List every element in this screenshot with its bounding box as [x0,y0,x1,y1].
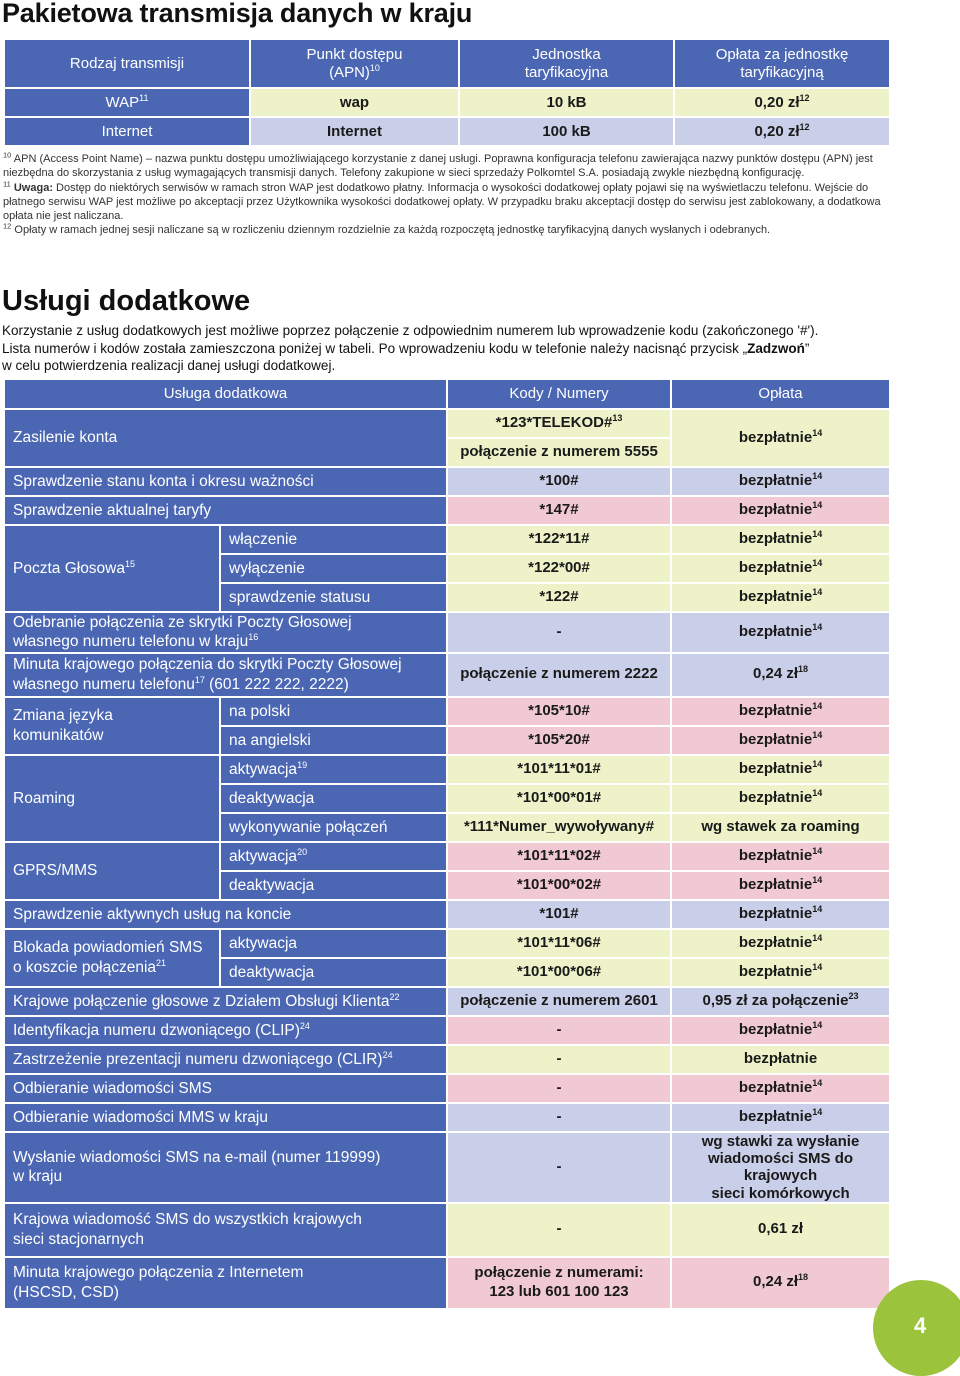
service-fee: bezpłatnie$^{14}$ [672,1104,889,1131]
table-row [5,526,889,553]
service-fee: bezpłatnie$^{14}$ [672,497,889,524]
service-label: GPRS/MMS [5,843,219,899]
table-row [5,118,889,145]
services-intro: Korzystanie z usług dodatkowych jest możliwe poprzez połączenie z odpowiednim numerem lub wprowadzenie kodu (zakończonego '#'). Lista numerów i kodów została zamieszczona poniżej w tabeli. Po wprowadzeniu kodu w telefonie należy nacisnąć przycisk „Zadzwoń” w celu potwierdzenia realizacji danej usługi dodatkowej. [2,323,819,373]
header-tariff-unit: Jednostka taryfikacyjna [460,40,673,87]
service-fee: bezpłatnie$^{14}$ [672,468,889,495]
service-option: sprawdzenie statusu [221,584,446,611]
service-code: *147# [448,497,670,524]
fee-value: 0,20 $zł^{12}$ [675,118,889,145]
apn-value: Internet [251,118,458,145]
table-row [5,1204,889,1256]
service-option: aktywacja$^{19}$ [221,756,446,783]
table-row [5,930,889,957]
footnote-12: $^{12}$ Opłaty w ramach jednej sesji naliczane są w rozliczeniu dziennym rozdzielnie za każdą rozpoczętą jednostkę taryfikacyjną danych wysłanych i odebranych. [3,221,771,237]
service-fee: bezpłatnie$^{14}$ [672,1017,889,1044]
unit-value: 100 kB [460,118,673,145]
page-number: 4 [914,1313,927,1338]
service-label: Roaming [5,756,219,841]
service-option: wykonywanie połączeń [221,814,446,841]
service-fee: bezpłatnie$^{14}$ [672,410,889,466]
service-fee: bezpłatnie$^{14}$ [672,1075,889,1102]
additional-services-table [3,378,891,1310]
table-row [5,901,889,928]
service-label: Zastrzeżenie prezentacji numeru dzwoniącego (CLIR)$^{24}$ [5,1046,446,1073]
service-code: *101*00*01# [448,785,670,812]
table-row [5,497,889,524]
service-fee: 0,24 $zł^{18}$ [672,1258,889,1308]
service-code: - [448,1075,670,1102]
table-row [5,698,889,725]
table-header-row [5,40,889,87]
apn-value: wap [251,89,458,116]
service-fee: bezpłatnie [672,1046,889,1073]
table-row [5,756,889,783]
service-code: połączenie z numerem 2601 [448,988,670,1015]
header-transmission-type: Rodzaj transmisji [5,40,249,87]
service-code: *122*11# [448,526,670,553]
fee-value: 0,20 $zł^{12}$ [675,89,889,116]
section-title-data-transmission: Pakietowa transmisja danych w kraju [2,0,473,28]
service-option: deaktywacja [221,785,446,812]
service-option: wyłączenie [221,555,446,582]
service-label: Zasilenie konta [5,410,446,466]
service-option: deaktywacja [221,959,446,986]
service-code: *101# [448,901,670,928]
service-label: Blokada powiadomień SMS o koszcie połączenia$^{21}$ [5,930,219,986]
service-option: aktywacja [221,930,446,957]
service-code: *101*00*06# [448,959,670,986]
service-code: *105*20# [448,727,670,754]
service-fee: bezpłatnie$^{14}$ [672,756,889,783]
table-row [5,1017,889,1044]
table-row [5,843,889,870]
table-row [5,1104,889,1131]
service-label: Odbieranie wiadomości MMS w kraju [5,1104,446,1131]
table-row [5,1258,889,1308]
service-code: połączenie z numerami: 123 lub 601 100 123 [448,1258,670,1308]
service-fee: bezpłatnie$^{14}$ [672,901,889,928]
service-option: deaktywacja [221,872,446,899]
header-service: Usługa dodatkowa [5,380,446,408]
service-code: *111*Numer_wywoływany# [448,814,670,841]
service-fee: bezpłatnie$^{14}$ [672,727,889,754]
service-fee: bezpłatnie$^{14}$ [672,526,889,553]
table-row [5,613,889,652]
page-number-badge [873,1280,960,1376]
service-fee: bezpłatnie$^{14}$ [672,584,889,611]
service-option: na polski [221,698,446,725]
service-code: *123*TELEKOD#$^{13}$ [448,410,670,437]
service-code: *122# [448,584,670,611]
service-fee: 0,24 $zł^{18}$ [672,654,889,696]
service-fee: bezpłatnie$^{14}$ [672,555,889,582]
service-code: *122*00# [448,555,670,582]
table-row [5,468,889,495]
service-fee: bezpłatnie$^{14}$ [672,959,889,986]
service-label: Poczta Głosowa$^{15}$ [5,526,219,611]
table-row [5,410,889,437]
service-fee: wg stawki za wysłanie wiadomości SMS do krajowych sieci komórkowych [672,1133,889,1202]
data-transmission-table [3,38,891,147]
service-code: - [448,1133,670,1202]
service-code: - [448,613,670,652]
service-code: - [448,1104,670,1131]
service-code: - [448,1017,670,1044]
header-unit-fee: Opłata za jednostkę taryfikacyjną [675,40,889,87]
service-code: *101*11*01# [448,756,670,783]
transmission-type: Internet [5,118,249,145]
service-option: na angielski [221,727,446,754]
service-code: *101*00*02# [448,872,670,899]
service-fee: bezpłatnie$^{14}$ [672,613,889,652]
header-apn: Punkt dostępu (APN)$^{10}$ [251,40,458,87]
service-fee: 0,61 zł [672,1204,889,1256]
service-fee: 0,95 zł za połączenie$^{23}$ [672,988,889,1015]
service-code: *105*10# [448,698,670,725]
footnotes [3,152,883,238]
service-code: *101*11*02# [448,843,670,870]
service-label: Odbieranie wiadomości SMS [5,1075,446,1102]
section-title-additional-services: Usługi dodatkowe [2,285,251,317]
service-label: Krajowe połączenie głosowe z Działem Obsługi Klienta$^{22}$ [5,988,446,1015]
table-header-row [5,380,889,408]
service-label: Sprawdzenie stanu konta i okresu ważności [5,468,446,495]
service-label: Identyfikacja numeru dzwoniącego (CLIP)$^{24}$ [5,1017,446,1044]
service-label: Sprawdzenie aktualnej taryfy [5,497,446,524]
table-row [5,988,889,1015]
transmission-type: WAP$^{11}$ [5,89,249,116]
service-label: Odebranie połączenia ze skrytki Poczty Głosowej własnego numeru telefonu w kraju$^{16}$ [5,613,446,652]
service-fee: wg stawek za roaming [672,814,889,841]
service-fee: bezpłatnie$^{14}$ [672,785,889,812]
service-label: Krajowa wiadomość SMS do wszystkich krajowych sieci stacjonarnych [5,1204,446,1256]
service-fee: bezpłatnie$^{14}$ [672,872,889,899]
header-codes: Kody / Numery [448,380,670,408]
service-code: połączenie z numerem 2222 [448,654,670,696]
service-option: aktywacja$^{20}$ [221,843,446,870]
table-row [5,1133,889,1202]
service-label: Sprawdzenie aktywnych usług na koncie [5,901,446,928]
service-code: - [448,1204,670,1256]
service-fee: bezpłatnie$^{14}$ [672,698,889,725]
table-row [5,1075,889,1102]
service-label: Minuta krajowego połączenia do skrytki Poczty Głosowej własnego numeru telefonu$^{17}$ (601 222 222, 2222) [5,654,446,696]
table-row [5,89,889,116]
service-fee: bezpłatnie$^{14}$ [672,843,889,870]
service-label: Wysłanie wiadomości SMS na e-mail (numer 119999) w kraju [5,1133,446,1202]
service-fee: bezpłatnie$^{14}$ [672,930,889,957]
service-code: *100# [448,468,670,495]
unit-value: 10 kB [460,89,673,116]
header-fee: Opłata [672,380,889,408]
service-code: - [448,1046,670,1073]
table-row [5,1046,889,1073]
service-label: Minuta krajowego połączenia z Internetem (HSCSD, CSD) [5,1258,446,1308]
service-code: połączenie z numerem 5555 [448,439,670,466]
service-code: *101*11*06# [448,930,670,957]
footnote-11: $^{11}$ Uwaga: Dostęp do niektórych serwisów w ramach stron WAP jest dodatkowo płatny. Informacja o wysokości dodatkowej opłaty pojawi się na wyświetlaczu telefonu. Wejście do płatnego serwisu WAP jest możliwe po akceptacji przez Użytkownika wysokości dodatkowej opłaty. W przypadku braku akceptacji dostęp do serwisu jest zablokowany, a dodatkowa opłata nie jest naliczana. [3,178,881,223]
service-option: włączenie [221,526,446,553]
footnote-10: $^{10}$ APN (Access Point Name) – nazwa punktu dostępu umożliwiającego korzystanie z danej usługi. Poprawna konfiguracja telefonu zawierająca nazwy punktów dostępu (APN) jest niezbędna do skorzystania z usług wymagających transmisji danych. Telefony zakupione w sieci sprzedaży Polkomtel S.A. posiadają zwykle niezbędną konfigurację. [3,150,873,180]
service-label: Zmiana języka komunikatów [5,698,219,754]
table-row [5,654,889,696]
